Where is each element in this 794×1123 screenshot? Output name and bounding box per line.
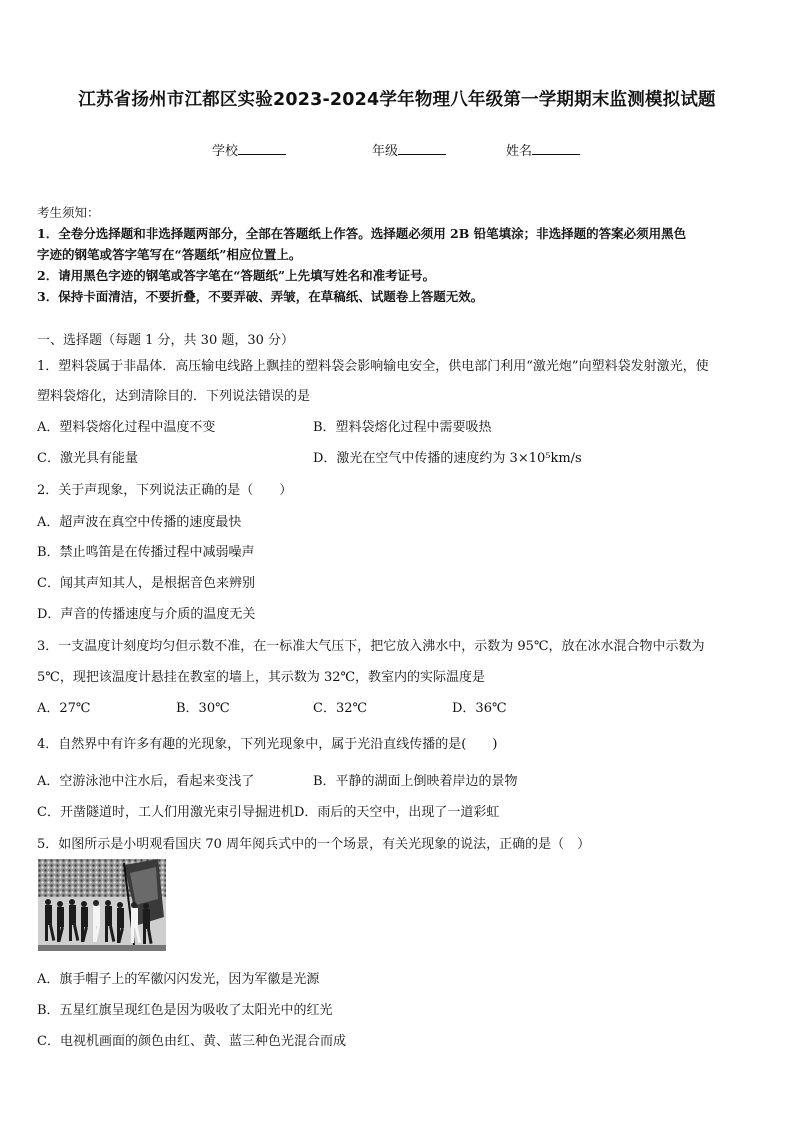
q2-stem: 2．关于声现象，下列说法正确的是（ ） xyxy=(37,483,293,498)
parade-photo xyxy=(38,859,166,951)
q5-option-c: C．电视机画面的颜色由红、黄、蓝三种色光混合而成 xyxy=(37,1034,346,1049)
q2-option-d: D．声音的传播速度与介质的温度无关 xyxy=(37,607,256,622)
grade-field xyxy=(372,140,446,159)
q5-option-b: B．五星红旗呈现红色是因为吸收了太阳光中的红光 xyxy=(37,1003,333,1018)
notice-heading: 考生须知： xyxy=(37,205,100,220)
q2-option-a: A．超声波在真空中传播的速度最快 xyxy=(37,515,242,530)
grade-blank xyxy=(398,142,446,155)
q4-option-b: B．平静的湖面上倒映着岸边的景物 xyxy=(313,774,518,789)
parade-illustration xyxy=(38,859,166,951)
school-field xyxy=(212,140,286,159)
section-heading: 一、选择题（每题 1 分，共 30 题，30 分） xyxy=(37,333,295,348)
notice-item-1-line-2: 字迹的钢笔或答字笔写在“答题纸”相应位置上。 xyxy=(37,247,302,262)
notice-item-2: 2．请用黑色字迹的钢笔或答字笔在“答题纸”上先填写姓名和准考证号。 xyxy=(37,268,436,283)
name-blank xyxy=(532,142,580,155)
q1-option-d: D．激光在空气中传播的速度约为 3×10⁵km/s xyxy=(313,451,582,466)
school-blank xyxy=(238,142,286,155)
q1-stem-line-2: 塑料袋熔化，达到清除目的．下列说法错误的是 xyxy=(37,389,311,404)
q3-stem-line-1: 3．一支温度计刻度均匀但示数不准，在一标准大气压下，把它放入沸水中，示数为 95℃，放在冰水混合物中示数为 xyxy=(37,639,705,654)
q3-stem-line-2: 5℃，现把该温度计悬挂在教室的墙上，其示数为 32℃，教室内的实际温度是 xyxy=(37,670,486,685)
name-label: 姓名 xyxy=(506,144,533,159)
q4-option-cd xyxy=(37,801,499,820)
q1-option-b: B．塑料袋熔化过程中需要吸热 xyxy=(313,420,492,435)
q3-option-a: A．27℃ xyxy=(37,701,91,716)
q3-option-b: B．30℃ xyxy=(176,701,230,716)
notice-item-3: 3．保持卡面清洁，不要折叠，不要弄破、弄皱，在草稿纸、试题卷上答题无效。 xyxy=(37,289,484,304)
name-field xyxy=(506,140,580,159)
q5-option-a: A．旗手帽子上的军徽闪闪发光，因为军徽是光源 xyxy=(37,972,320,987)
q4-option-a: A．空游泳池中注水后，看起来变浅了 xyxy=(37,774,255,789)
school-label: 学校 xyxy=(212,144,239,159)
page-title: 江苏省扬州市江都区实验2023-2024学年物理八年级第一学期期末监测模拟试题 xyxy=(78,90,716,110)
q2-option-c: C．闻其声知其人，是根据音色来辨别 xyxy=(37,576,255,591)
grade-label: 年级 xyxy=(372,144,399,159)
q1-option-c: C．激光具有能量 xyxy=(37,451,138,466)
q2-option-b: B．禁止鸣笛是在传播过程中减弱噪声 xyxy=(37,545,255,560)
q5-stem: 5．如图所示是小明观看国庆 70 周年阅兵式中的一个场景，有关光现象的说法，正确的是（ ） xyxy=(37,837,591,852)
q4-stem: 4．自然界中有许多有趣的光现象，下列光现象中，属于光沿直线传播的是( ) xyxy=(37,737,498,752)
q3-option-c: C．32℃ xyxy=(313,701,368,716)
notice-item-1-line-1: 1．全卷分选择题和非选择题两部分，全部在答题纸上作答。选择题必须用 2B 铅笔填涂；非选择题的答案必须用黑色 xyxy=(37,226,687,241)
q3-option-d: D．36℃ xyxy=(452,701,507,716)
q4-option-d: D．雨后的天空中，出现了一道彩虹 xyxy=(293,805,500,820)
q1-stem-line-1: 1．塑料袋属于非晶体．高压输电线路上飘挂的塑料袋会影响输电安全，供电部门利用“激光炮”向塑料袋发射激光，使 xyxy=(37,359,709,374)
q4-option-c: C．开凿隧道时，工人们用激光束引导掘进机 xyxy=(37,805,294,820)
q1-option-a: A．塑料袋熔化过程中温度不变 xyxy=(37,420,216,435)
